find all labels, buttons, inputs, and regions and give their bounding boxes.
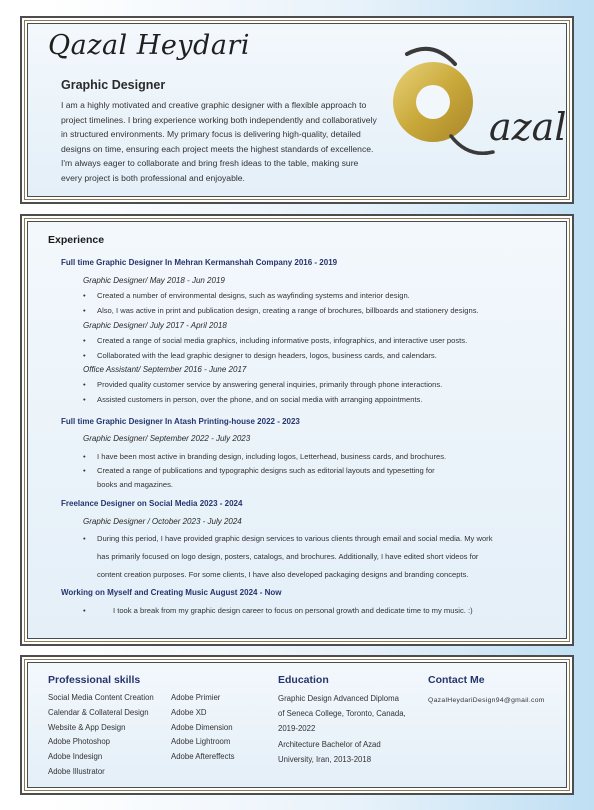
job-title: Freelance Designer on Social Media 2023 - 2024 bbox=[61, 499, 243, 508]
skill-item: Adobe Dimension bbox=[171, 722, 233, 732]
job-title: Full time Graphic Designer In Mehran Kermanshah Company 2016 - 2019 bbox=[61, 258, 338, 267]
bullet-item: • Created a range of social media graphics, including informative posts, infographics, and interactive user posts. bbox=[83, 336, 468, 345]
education-text: Graphic Design Advanced Diploma of Seneca College, Toronto, Canada, 2019-2022 Architecture Bachelor of Azad University, Iran, 2013-2018 bbox=[278, 694, 406, 764]
bullet-item: • During this period, I have provided graphic design services to various clients through email and social media. My work bbox=[83, 534, 493, 543]
bullet-item: • Created a range of publications and typographic designs such as editorial layouts and typesetting for bbox=[83, 466, 435, 475]
bullet-item: • Assisted customers in person, over the phone, and on social media with arranging appointments. bbox=[83, 395, 423, 404]
bullet-item: • Collaborated with the lead graphic designer to design headers, logos, business cards, and calendars. bbox=[83, 351, 437, 360]
skill-item: Adobe Illustrator bbox=[48, 766, 105, 776]
education-heading: Education bbox=[278, 674, 329, 686]
role-title: Office Assistant/ September 2016 - June 2017 bbox=[83, 365, 247, 374]
role-title: Graphic Designer / October 2023 - July 2024 bbox=[83, 517, 242, 526]
qazal-logo bbox=[393, 40, 567, 170]
logo-text: azal bbox=[489, 105, 567, 149]
role-title: Graphic Designer/ July 2017 - April 2018 bbox=[83, 321, 227, 330]
role-title: Graphic Designer/ September 2022 - July 2023 bbox=[83, 434, 251, 443]
job-title: Full time Graphic Designer In Atash Printing-house 2022 - 2023 bbox=[61, 417, 300, 426]
person-name: Qazal Heydari bbox=[48, 30, 250, 61]
skills-column-2 bbox=[171, 691, 235, 765]
skill-item: Adobe Lightroom bbox=[171, 737, 231, 747]
job-title: Working on Myself and Creating Music August 2024 - Now bbox=[61, 588, 282, 597]
skill-item: Adobe Primier bbox=[171, 693, 221, 702]
skill-item: Adobe Photoshop bbox=[48, 737, 110, 747]
bullet-item: • I have been most active in branding design, including logos, Letterhead, business cards, and brochures. bbox=[83, 452, 447, 461]
job-role: Graphic Designer bbox=[61, 78, 166, 92]
bullet-item: content creation purposes. For some clients, I have also developed packaging designs and branding concepts. bbox=[97, 570, 469, 579]
contact-email[interactable]: QazalHeydariDesign94@gmail.com bbox=[428, 697, 545, 704]
bullet-item: has primarily focused on logo design, posters, catalogs, and brochures. Additionally, I have edited short videos for bbox=[97, 552, 479, 561]
bullet-item: • Created a number of environmental designs, such as wayfinding systems and interior design. bbox=[83, 291, 410, 300]
bullet-item: • I took a break from my graphic design career to focus on personal growth and dedicate time to my music. :) bbox=[83, 606, 473, 615]
bullet-item: • Also, I was active in print and publication design, creating a range of brochures, billboards and stationery designs. bbox=[83, 306, 479, 315]
skill-item: Adobe Aftereffects bbox=[171, 752, 235, 762]
skills-heading: Professional skills bbox=[48, 674, 141, 686]
bullet-item: • Provided quality customer service by answering general inquiries, primarily through phone interactions. bbox=[83, 380, 443, 389]
skill-item: Website & App Design bbox=[48, 722, 126, 732]
skill-item: Adobe Indesign bbox=[48, 752, 103, 762]
role-title: Graphic Designer/ May 2018 - Jun 2019 bbox=[83, 276, 225, 285]
contact-heading: Contact Me bbox=[428, 674, 485, 686]
skills-column-1 bbox=[48, 691, 154, 780]
skill-item: Adobe XD bbox=[171, 707, 207, 717]
summary-text: I am a highly motivated and creative graphic designer with a flexible approach to project timelines. I bring experience working both independently and collaboratively in structured environments. My primary focus is delivering high-quality, detailed designs on time, ensuring each project meets the highest standards of excellence. I'm always eager to collaborate and bring fresh ideas to the table, making sure every project is both professional and enjoyable. bbox=[61, 100, 377, 183]
skill-item: Social Media Content Creation bbox=[48, 693, 154, 702]
skill-item: Calendar & Collateral Design bbox=[48, 707, 149, 717]
experience-heading: Experience bbox=[48, 234, 105, 246]
bullet-item: books and magazines. bbox=[97, 480, 173, 489]
